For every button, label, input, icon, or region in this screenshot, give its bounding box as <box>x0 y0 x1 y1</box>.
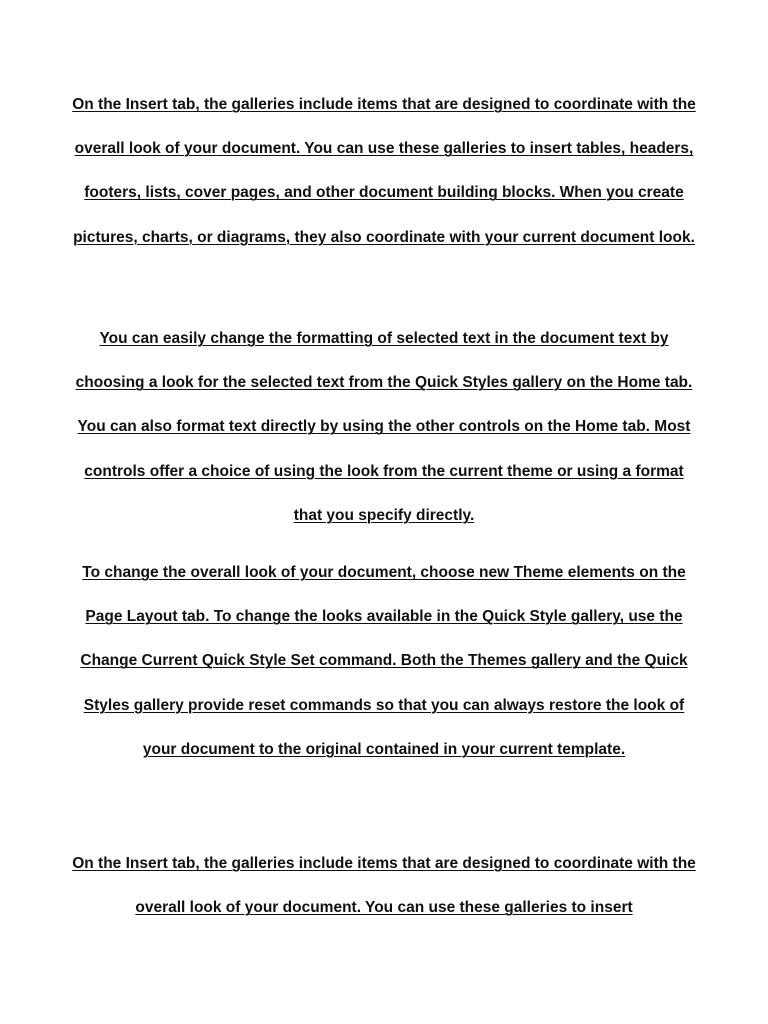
body-paragraph-3: To change the overall look of your document, choose new Theme elements on the Page Layout tab. To change the looks available in the Quick Style gallery, use the Change Current Quick Style Set command. Both the Themes gallery and the Quick Styles gallery provide reset commands so that you can always restore the look of your document to the original contained in your current template. <box>80 564 688 758</box>
body-paragraph-4: On the Insert tab, the galleries include items that are designed to coordinate with the overall look of your document. You can use these galleries to insert <box>72 855 696 917</box>
body-paragraph-2: You can easily change the formatting of selected text in the document text by choosing a look for the selected text from the Quick Styles gallery on the Home tab. You can also format text directly by using the other controls on the Home tab. Most controls offer a choice of using the look from the current theme or using a format that you specify directly. <box>75 330 693 524</box>
body-paragraph-1: On the Insert tab, the galleries include items that are designed to coordinate with the overall look of your document. You can use these galleries to insert tables, headers, footers, lists, cover pages, and other document building blocks. When you create pictures, charts, or diagrams, they also coordinate with your current document look. <box>72 96 696 246</box>
